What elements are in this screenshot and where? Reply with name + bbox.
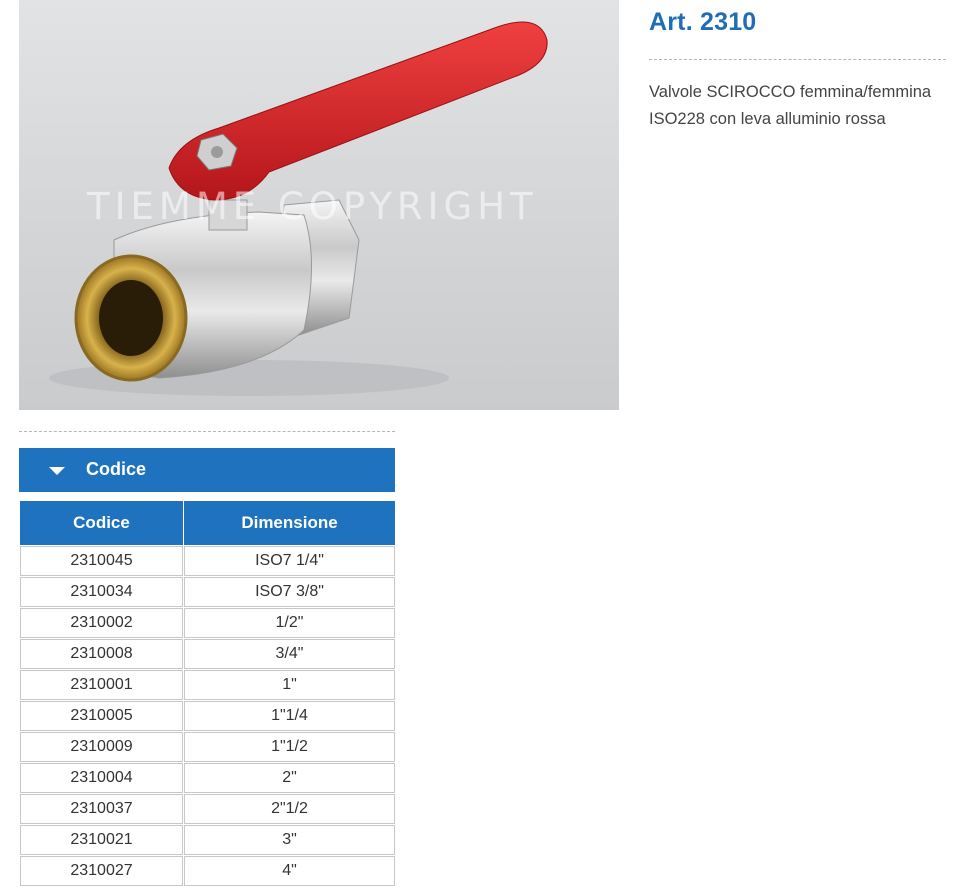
- codes-table: [19, 500, 396, 887]
- table-row: [20, 639, 395, 669]
- table-row: [20, 732, 395, 762]
- column-header-dimensione: Dimensione: [184, 501, 395, 545]
- table-row: [20, 577, 395, 607]
- cell-dimension: 2": [184, 763, 395, 793]
- cell-dimension: 3": [184, 825, 395, 855]
- cell-code: 2310034: [20, 577, 183, 607]
- table-row: [20, 856, 395, 886]
- cell-dimension: 4": [184, 856, 395, 886]
- codes-accordion-toggle[interactable]: [19, 448, 395, 492]
- cell-dimension: 1"1/2: [184, 732, 395, 762]
- table-row: [20, 546, 395, 576]
- accordion-label: Codice: [86, 459, 147, 479]
- table-row: [20, 670, 395, 700]
- table-row: [20, 825, 395, 855]
- cell-code: 2310045: [20, 546, 183, 576]
- cell-code: 2310002: [20, 608, 183, 638]
- table-row: [20, 794, 395, 824]
- cell-dimension: 3/4": [184, 639, 395, 669]
- column-header-codice: Codice: [20, 501, 183, 545]
- cell-code: 2310008: [20, 639, 183, 669]
- cell-code: 2310001: [20, 670, 183, 700]
- table-row: [20, 763, 395, 793]
- cell-dimension: 1/2": [184, 608, 395, 638]
- cell-code: 2310021: [20, 825, 183, 855]
- cell-dimension: ISO7 1/4": [184, 546, 395, 576]
- table-row: [20, 701, 395, 731]
- cell-dimension: 1"1/4: [184, 701, 395, 731]
- product-image: [19, 0, 619, 410]
- table-header-row: [20, 501, 395, 545]
- cell-dimension: ISO7 3/8": [184, 577, 395, 607]
- title-divider: [649, 59, 946, 60]
- watermark-text: TIEMME COPYRIGHT: [87, 185, 538, 228]
- product-description: Valvole SCIROCCO femmina/femmina ISO228 con leva alluminio rossa: [649, 83, 932, 128]
- cell-dimension: 2"1/2: [184, 794, 395, 824]
- table-row: [20, 608, 395, 638]
- cell-code: 2310027: [20, 856, 183, 886]
- cell-code: 2310037: [20, 794, 183, 824]
- caret-down-icon: [49, 467, 65, 475]
- cell-code: 2310004: [20, 763, 183, 793]
- accordion-divider: [19, 431, 395, 432]
- cell-code: 2310009: [20, 732, 183, 762]
- cell-dimension: 1": [184, 670, 395, 700]
- product-title: Art. 2310: [649, 8, 757, 36]
- cell-code: 2310005: [20, 701, 183, 731]
